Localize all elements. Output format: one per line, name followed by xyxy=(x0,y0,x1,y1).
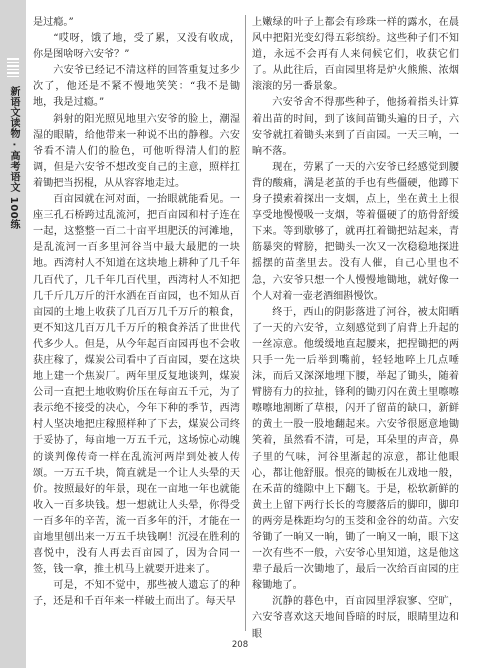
sidebar-series-label: 新语文读物 · 高考语文 100练 xyxy=(8,86,19,230)
right-column xyxy=(252,15,459,640)
paragraph: 百亩园就在河对面，一抬眼就能看见。一座三孔石桥跨过乱流河，把百亩园和村子连在一起，这整整一百二十亩平坦肥沃的河滩地，是乱流河一百多里河谷当中最大最肥的一块地。西湾村人不知道在这块地上耕种了几千年几百代了，几千年几百代里，西湾村人不知把几千斤几万斤的汗水洒在百亩园，也不知从百亩园的土地上收获了几百万几千万斤的粮食，更不知这几百万几千万斤的粮食养活了世世代代多少人。但是，从今年起百亩园再也不会收获庄稼了，煤炭公司看中了百亩园，要在这块地上建一个焦炭厂。两年里反复地谈判，煤炭公司一直把土地收购价压在每亩五千元，为了表示绝不接受的决心，今年下种的季节，西湾村人坚决地把庄稼照样种了下去，煤炭公司终于妥协了，每亩地一万五千元，这场惊心动魄的谈判像传奇一样在乱流河两岸到处被人传颂。一万五千块，简直就是一个让人头晕的天价。按照最好的年景，现在一亩地一年也就能收入一百多块钱。想一想就让人头晕，你得受一百多年的辛苦，流一百多年的汗，才能在一亩地里刨出来一万五千块钱啊！沉浸在胜利的喜悦中，没有人再去百亩园了，因为合同一签，钱一拿，推土机马上就要开进来了。 xyxy=(33,194,240,576)
paragraph: 终于，西山的阴影落进了河谷，被太阳晒了一天的六安爷，立刻感觉到了肩背上升起的一丝凉意。他缓缓地直起腰来，把捏锄把的两只手一先一后举到嘴前，轻轻地啐上几点唾沫，而后又深深地埋下腰，举起了锄头，随着臂膀有力的拉扯，锋利的锄刃闪在黄土里嚓嚓嚓嚓地割断了草根，闪开了留苗的缺口，新鲜的黄土一股一股地翻起来。六安爷很愿意地锄笑着，虽然看不清，可是，耳朵里的声音，鼻子里的气味，河谷里渐起的凉意，都让他眼心，都让他舒服。恨亮的锄板在儿戏地一般，在禾苗的缝隙中上下翻飞。于是，松软新鲜的黄土上留下两行长长的弯腰落后的脚印，脚印的两旁是株距均匀的玉茭和金谷的幼苗。六安爷锄了一晌又一晌，锄了一晌又一晌，眼下这一次有些不一般，六安爷心里知道，这是他这辈子最后一次锄地了，最后一次给百亩园的庄稼锄地了。 xyxy=(252,306,459,592)
paragraph: 现在，劳累了一天的六安爷已经感觉到腰背的酸痛，满是老茧的手也有些僵硬，他蹲下身子摸索着探出一支烟，点上，坐在黄土上很享受地慢慢吸一支烟，等着僵硬了的筋骨舒缓下来。等到歇够了，就再扛着锄把站起来，青筋暴突的臂膀，把锄头一次又一次稳稳地探进摇摆的苗垄里去。没有人催，自己心里也不急，六安爷只想一个人慢慢地锄地，就好像一个人对着一壶老酒细斟慢饮。 xyxy=(252,161,459,302)
paragraph: 是过瘾。” xyxy=(33,17,74,28)
paragraph: 沉静的暮色中，百亩园里浮寂寥、空旷，六安爷喜欢这天地间昏暗的时辰，眼睛里边和眼 xyxy=(252,596,459,640)
paragraph: “哎呀，饿了地，受了累，又没有收成，你是图啥呀六安爷？” xyxy=(33,33,240,61)
paragraph: 上嫩绿的叶子上都会有珍珠一样的露水，在晨风中把阳光变幻得五彩缤纷。这些种子们不知道，永远不会再有人来伺候它们，收获它们了。从此往后，百亩园里将是炉火熊熊、浓烟滚滚的另一番景象。 xyxy=(252,17,459,93)
sidebar-band xyxy=(0,0,26,668)
column-divider xyxy=(245,15,246,631)
sidebar-decoration-icon xyxy=(7,58,19,77)
paragraph: 六安爷已经记不清这样的回答重复过多少次了，他还是不紧不慢地笑笑：“我不是锄地，我是过瘾。” xyxy=(33,65,240,109)
paragraph: 斜射的阳光照见地里六安爷的脸上，潮湿湿的眼睛，给他带来一种说不出的静穆。六安爷看不清人们的脸色，可他听得清人们的腔调，但是六安爷不想改变自己的主意，照样扛着锄把当拐棍，从从容容地走过。 xyxy=(33,113,240,189)
paragraph: 可是，不知不觉中，那些被人遗忘了的种子，还是和千百年来一样破土而出了。每天早 xyxy=(33,580,240,608)
left-column xyxy=(33,15,240,631)
page-number: 208 xyxy=(231,640,249,650)
paragraph: 六安爷舍不得那些种子，他扬着指头计算着出苗的时间，到了该间苗锄头遍的日子，六安爷就扛着锄头来到了百亩园。一天三响，一晌不落。 xyxy=(252,97,459,157)
